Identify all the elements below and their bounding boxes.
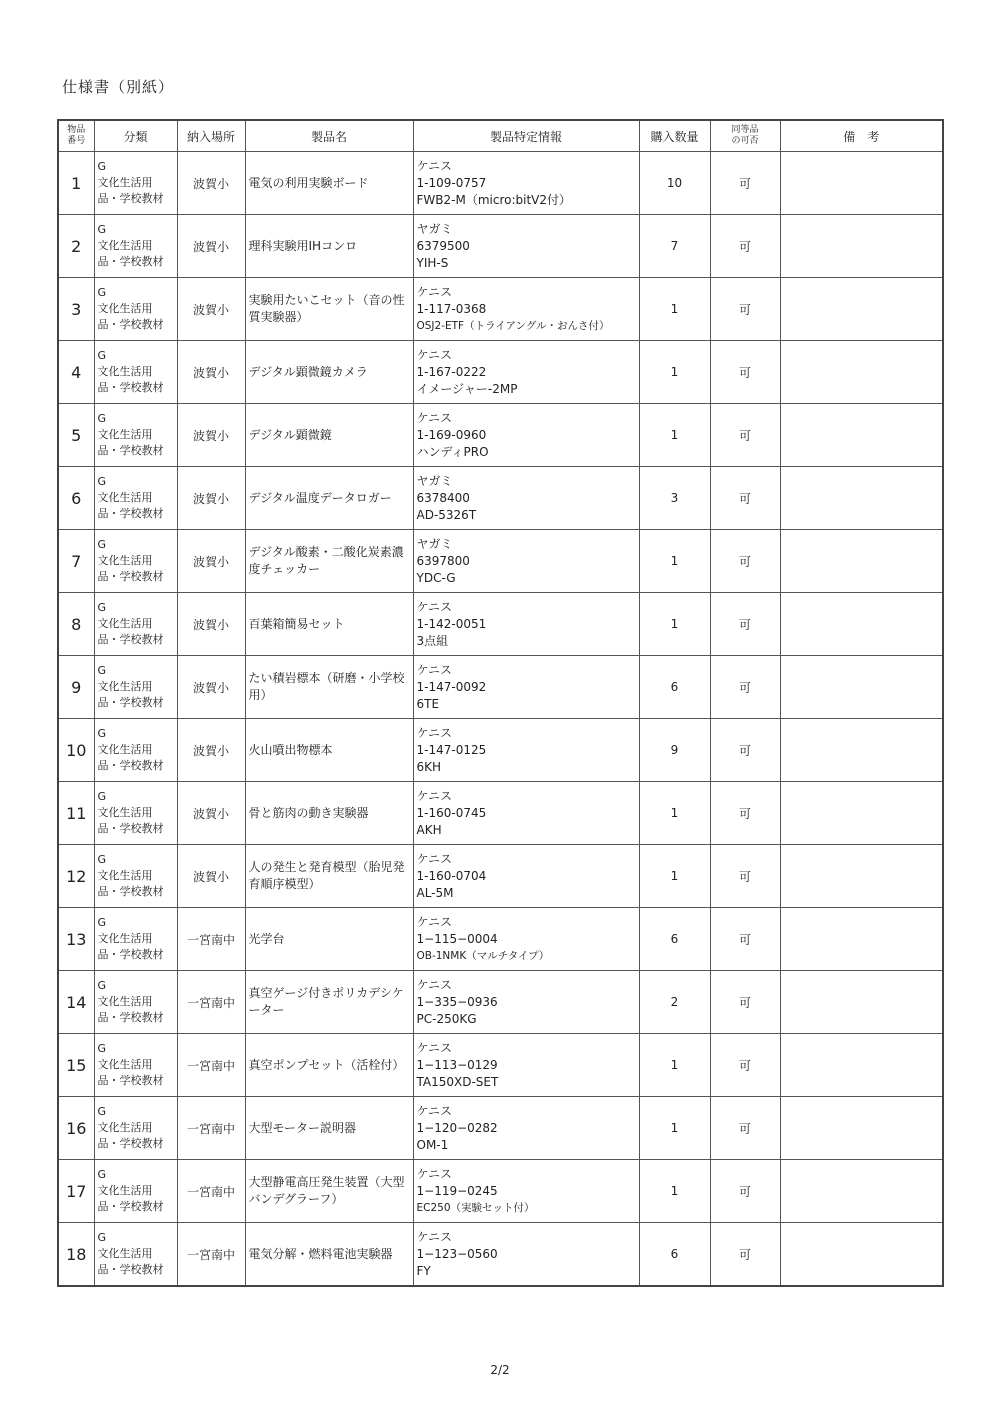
catalog-number: 1−120−0282 xyxy=(416,1120,498,1135)
page-number: 2/2 xyxy=(490,1363,510,1377)
quantity-cell: 3 xyxy=(639,467,710,530)
category-line2: 品・学校教材 xyxy=(97,1263,164,1276)
product-info-cell xyxy=(413,341,639,404)
remarks-cell xyxy=(780,971,943,1034)
category-line2: 品・学校教材 xyxy=(97,570,164,583)
equivalent-cell: 可 xyxy=(710,404,780,467)
maker-name: ケニス xyxy=(416,914,453,929)
category-line2: 品・学校教材 xyxy=(97,759,164,772)
maker-name: ヤガミ xyxy=(416,536,453,551)
delivery-place-cell: 一宮南中 xyxy=(177,1223,245,1287)
item-number-cell: 4 xyxy=(58,341,94,404)
catalog-number: 6397800 xyxy=(416,553,470,568)
category-code: G xyxy=(97,1168,107,1181)
header-item-number xyxy=(58,120,94,152)
equivalent-cell: 可 xyxy=(710,467,780,530)
table-row xyxy=(58,782,943,845)
category-code: G xyxy=(97,853,107,866)
catalog-number: 1-109-0757 xyxy=(416,175,487,190)
quantity-cell: 1 xyxy=(639,530,710,593)
maker-name: ケニス xyxy=(416,1040,453,1055)
category-cell xyxy=(94,1160,177,1223)
category-line2: 品・学校教材 xyxy=(97,1011,164,1024)
remarks-cell xyxy=(780,1034,943,1097)
catalog-number: 1−123−0560 xyxy=(416,1246,498,1261)
table-header-row xyxy=(58,120,943,152)
equivalent-cell: 可 xyxy=(710,1160,780,1223)
quantity-cell: 10 xyxy=(639,152,710,215)
delivery-place-cell: 波賀小 xyxy=(177,719,245,782)
item-number-cell: 7 xyxy=(58,530,94,593)
model-number: 3点組 xyxy=(416,633,449,648)
remarks-cell xyxy=(780,404,943,467)
category-line2: 品・学校教材 xyxy=(97,696,164,709)
quantity-cell: 1 xyxy=(639,1034,710,1097)
category-code: G xyxy=(97,412,107,425)
item-number-cell: 14 xyxy=(58,971,94,1034)
equivalent-cell: 可 xyxy=(710,908,780,971)
product-info-cell xyxy=(413,152,639,215)
catalog-number: 1-169-0960 xyxy=(416,427,487,442)
table-row xyxy=(58,971,943,1034)
category-cell xyxy=(94,530,177,593)
product-info-cell xyxy=(413,530,639,593)
remarks-cell xyxy=(780,152,943,215)
product-info-cell xyxy=(413,719,639,782)
quantity-cell: 1 xyxy=(639,593,710,656)
catalog-number: 1-147-0092 xyxy=(416,679,487,694)
quantity-cell: 6 xyxy=(639,656,710,719)
item-number-cell: 18 xyxy=(58,1223,94,1287)
product-name-cell: 電気分解・燃料電池実験器 xyxy=(245,1223,413,1287)
equivalent-cell: 可 xyxy=(710,971,780,1034)
header-equivalent-line1: 同等品 xyxy=(731,125,759,135)
category-line2: 品・学校教材 xyxy=(97,1200,164,1213)
product-name-cell: 大型静電高圧発生装置（大型バンデグラーフ） xyxy=(245,1160,413,1223)
category-cell xyxy=(94,782,177,845)
catalog-number: 6379500 xyxy=(416,238,470,253)
remarks-cell xyxy=(780,593,943,656)
remarks-cell xyxy=(780,1097,943,1160)
remarks-cell xyxy=(780,656,943,719)
remarks-cell xyxy=(780,908,943,971)
remarks-cell xyxy=(780,341,943,404)
category-cell xyxy=(94,467,177,530)
equivalent-cell: 可 xyxy=(710,719,780,782)
equivalent-cell: 可 xyxy=(710,593,780,656)
quantity-cell: 2 xyxy=(639,971,710,1034)
model-number: AKH xyxy=(416,822,442,837)
equivalent-cell: 可 xyxy=(710,1223,780,1287)
product-name-cell: 電気の利用実験ボード xyxy=(245,152,413,215)
catalog-number: 1-147-0125 xyxy=(416,742,487,757)
category-line1: 文化生活用 xyxy=(97,1058,153,1071)
table-row xyxy=(58,1160,943,1223)
product-info-cell xyxy=(413,971,639,1034)
maker-name: ケニス xyxy=(416,1166,453,1181)
product-name-cell: 真空ゲージ付きポリカデシケーター xyxy=(245,971,413,1034)
item-number-cell: 10 xyxy=(58,719,94,782)
product-info-cell xyxy=(413,404,639,467)
category-line2: 品・学校教材 xyxy=(97,381,164,394)
header-equivalent-line2: の可否 xyxy=(731,136,759,146)
quantity-cell: 1 xyxy=(639,1097,710,1160)
category-line1: 文化生活用 xyxy=(97,491,153,504)
maker-name: ケニス xyxy=(416,158,453,173)
product-info-cell xyxy=(413,656,639,719)
quantity-cell: 1 xyxy=(639,782,710,845)
header-product-name: 製品名 xyxy=(245,120,413,152)
delivery-place-cell: 波賀小 xyxy=(177,341,245,404)
category-code: G xyxy=(97,727,107,740)
delivery-place-cell: 一宮南中 xyxy=(177,1160,245,1223)
remarks-cell xyxy=(780,845,943,908)
category-cell xyxy=(94,341,177,404)
quantity-cell: 1 xyxy=(639,341,710,404)
catalog-number: 1-142-0051 xyxy=(416,616,487,631)
item-number-cell: 17 xyxy=(58,1160,94,1223)
product-name-cell: 火山噴出物標本 xyxy=(245,719,413,782)
category-code: G xyxy=(97,286,107,299)
table-row xyxy=(58,719,943,782)
product-name-cell: 光学台 xyxy=(245,908,413,971)
product-name-cell: 真空ポンプセット（活栓付） xyxy=(245,1034,413,1097)
category-code: G xyxy=(97,664,107,677)
category-code: G xyxy=(97,1105,107,1118)
model-number: PC-250KG xyxy=(416,1011,477,1026)
product-info-cell xyxy=(413,593,639,656)
equivalent-cell: 可 xyxy=(710,1097,780,1160)
category-line2: 品・学校教材 xyxy=(97,948,164,961)
product-name-cell: 実験用たいこセット（音の性質実験器） xyxy=(245,278,413,341)
specification-table xyxy=(57,119,944,1287)
remarks-cell xyxy=(780,1223,943,1287)
delivery-place-cell: 波賀小 xyxy=(177,278,245,341)
model-number: OSJ2-ETF（トライアングル・おんさ付） xyxy=(416,319,610,332)
item-number-cell: 11 xyxy=(58,782,94,845)
table-row xyxy=(58,908,943,971)
maker-name: ケニス xyxy=(416,347,453,362)
maker-name: ケニス xyxy=(416,788,453,803)
category-cell xyxy=(94,971,177,1034)
model-number: OM-1 xyxy=(416,1137,449,1152)
product-info-cell xyxy=(413,467,639,530)
category-cell xyxy=(94,593,177,656)
category-cell xyxy=(94,404,177,467)
table-row xyxy=(58,341,943,404)
product-info-cell xyxy=(413,278,639,341)
remarks-cell xyxy=(780,278,943,341)
maker-name: ケニス xyxy=(416,851,453,866)
quantity-cell: 1 xyxy=(639,278,710,341)
delivery-place-cell: 一宮南中 xyxy=(177,1097,245,1160)
item-number-cell: 15 xyxy=(58,1034,94,1097)
product-name-cell: 大型モーター説明器 xyxy=(245,1097,413,1160)
catalog-number: 6378400 xyxy=(416,490,470,505)
category-code: G xyxy=(97,916,107,929)
maker-name: ヤガミ xyxy=(416,473,453,488)
quantity-cell: 9 xyxy=(639,719,710,782)
category-cell xyxy=(94,152,177,215)
category-code: G xyxy=(97,790,107,803)
item-number-cell: 6 xyxy=(58,467,94,530)
category-cell xyxy=(94,845,177,908)
equivalent-cell: 可 xyxy=(710,530,780,593)
category-code: G xyxy=(97,349,107,362)
maker-name: ケニス xyxy=(416,599,453,614)
delivery-place-cell: 波賀小 xyxy=(177,782,245,845)
equivalent-cell: 可 xyxy=(710,278,780,341)
delivery-place-cell: 波賀小 xyxy=(177,152,245,215)
category-cell xyxy=(94,719,177,782)
delivery-place-cell: 波賀小 xyxy=(177,530,245,593)
maker-name: ケニス xyxy=(416,725,453,740)
catalog-number: 1-160-0745 xyxy=(416,805,487,820)
table-row xyxy=(58,1223,943,1287)
header-remarks: 備 考 xyxy=(780,120,943,152)
equivalent-cell: 可 xyxy=(710,656,780,719)
category-line2: 品・学校教材 xyxy=(97,633,164,646)
category-cell xyxy=(94,1223,177,1287)
category-line1: 文化生活用 xyxy=(97,869,153,882)
category-line1: 文化生活用 xyxy=(97,1184,153,1197)
category-line2: 品・学校教材 xyxy=(97,255,164,268)
product-info-cell xyxy=(413,845,639,908)
category-line1: 文化生活用 xyxy=(97,806,153,819)
maker-name: ケニス xyxy=(416,1229,453,1244)
product-info-cell xyxy=(413,782,639,845)
category-line2: 品・学校教材 xyxy=(97,507,164,520)
delivery-place-cell: 波賀小 xyxy=(177,404,245,467)
maker-name: ケニス xyxy=(416,662,453,677)
product-name-cell: 百葉箱簡易セット xyxy=(245,593,413,656)
category-code: G xyxy=(97,538,107,551)
header-product-info: 製品特定情報 xyxy=(413,120,639,152)
category-cell xyxy=(94,656,177,719)
model-number: YIH-S xyxy=(416,255,449,270)
quantity-cell: 6 xyxy=(639,1223,710,1287)
product-name-cell: デジタル顕微鏡カメラ xyxy=(245,341,413,404)
table-row xyxy=(58,215,943,278)
quantity-cell: 1 xyxy=(639,1160,710,1223)
table-row xyxy=(58,1034,943,1097)
product-info-cell xyxy=(413,215,639,278)
header-category: 分類 xyxy=(94,120,177,152)
table-row xyxy=(58,656,943,719)
equivalent-cell: 可 xyxy=(710,782,780,845)
category-line2: 品・学校教材 xyxy=(97,192,164,205)
model-number: FY xyxy=(416,1263,431,1278)
quantity-cell: 6 xyxy=(639,908,710,971)
category-cell xyxy=(94,908,177,971)
equivalent-cell: 可 xyxy=(710,845,780,908)
catalog-number: 1−115−0004 xyxy=(416,931,498,946)
header-item-number-line2: 番号 xyxy=(67,136,86,146)
item-number-cell: 16 xyxy=(58,1097,94,1160)
category-line2: 品・学校教材 xyxy=(97,822,164,835)
category-line1: 文化生活用 xyxy=(97,365,153,378)
maker-name: ケニス xyxy=(416,1103,453,1118)
category-cell xyxy=(94,1034,177,1097)
item-number-cell: 13 xyxy=(58,908,94,971)
product-info-cell xyxy=(413,908,639,971)
category-line1: 文化生活用 xyxy=(97,176,153,189)
item-number-cell: 8 xyxy=(58,593,94,656)
model-number: 6TE xyxy=(416,696,440,711)
quantity-cell: 7 xyxy=(639,215,710,278)
header-equivalent xyxy=(710,120,780,152)
category-line2: 品・学校教材 xyxy=(97,318,164,331)
maker-name: ヤガミ xyxy=(416,221,453,236)
model-number: YDC-G xyxy=(416,570,456,585)
table-row xyxy=(58,1097,943,1160)
category-line1: 文化生活用 xyxy=(97,743,153,756)
product-name-cell: 骨と筋肉の動き実験器 xyxy=(245,782,413,845)
product-info-cell xyxy=(413,1223,639,1287)
category-line2: 品・学校教材 xyxy=(97,1137,164,1150)
table-row xyxy=(58,530,943,593)
catalog-number: 1−335−0936 xyxy=(416,994,498,1009)
maker-name: ケニス xyxy=(416,410,453,425)
remarks-cell xyxy=(780,782,943,845)
quantity-cell: 1 xyxy=(639,404,710,467)
delivery-place-cell: 波賀小 xyxy=(177,467,245,530)
table-row xyxy=(58,593,943,656)
catalog-number: 1-167-0222 xyxy=(416,364,487,379)
category-line1: 文化生活用 xyxy=(97,239,153,252)
model-number: OB-1NMK（マルチタイプ） xyxy=(416,949,550,962)
product-info-cell xyxy=(413,1097,639,1160)
product-name-cell: 理科実験用IHコンロ xyxy=(245,215,413,278)
category-line1: 文化生活用 xyxy=(97,680,153,693)
catalog-number: 1−113−0129 xyxy=(416,1057,498,1072)
model-number: イメージャー-2MP xyxy=(416,381,518,396)
header-item-number-line1: 物品 xyxy=(67,125,86,135)
category-line1: 文化生活用 xyxy=(97,554,153,567)
category-line1: 文化生活用 xyxy=(97,995,153,1008)
product-name-cell: デジタル温度データロガー xyxy=(245,467,413,530)
category-code: G xyxy=(97,475,107,488)
category-line1: 文化生活用 xyxy=(97,428,153,441)
category-code: G xyxy=(97,979,107,992)
category-cell xyxy=(94,278,177,341)
table-row xyxy=(58,404,943,467)
delivery-place-cell: 波賀小 xyxy=(177,593,245,656)
delivery-place-cell: 波賀小 xyxy=(177,845,245,908)
category-line2: 品・学校教材 xyxy=(97,1074,164,1087)
remarks-cell xyxy=(780,467,943,530)
header-delivery-place: 納入場所 xyxy=(177,120,245,152)
model-number: AD-5326T xyxy=(416,507,477,522)
equivalent-cell: 可 xyxy=(710,1034,780,1097)
model-number: TA150XD-SET xyxy=(416,1074,499,1089)
product-info-cell xyxy=(413,1160,639,1223)
category-line1: 文化生活用 xyxy=(97,1247,153,1260)
category-line2: 品・学校教材 xyxy=(97,444,164,457)
category-line1: 文化生活用 xyxy=(97,1121,153,1134)
maker-name: ケニス xyxy=(416,284,453,299)
category-line2: 品・学校教材 xyxy=(97,885,164,898)
header-quantity: 購入数量 xyxy=(639,120,710,152)
category-cell xyxy=(94,215,177,278)
table-row xyxy=(58,845,943,908)
model-number: ハンディPRO xyxy=(416,444,489,459)
category-line1: 文化生活用 xyxy=(97,932,153,945)
delivery-place-cell: 波賀小 xyxy=(177,656,245,719)
item-number-cell: 5 xyxy=(58,404,94,467)
catalog-number: 1-117-0368 xyxy=(416,301,487,316)
maker-name: ケニス xyxy=(416,977,453,992)
item-number-cell: 1 xyxy=(58,152,94,215)
category-line1: 文化生活用 xyxy=(97,617,153,630)
delivery-place-cell: 一宮南中 xyxy=(177,1034,245,1097)
category-code: G xyxy=(97,1042,107,1055)
product-name-cell: たい積岩標本（研磨・小学校用） xyxy=(245,656,413,719)
remarks-cell xyxy=(780,215,943,278)
equivalent-cell: 可 xyxy=(710,215,780,278)
equivalent-cell: 可 xyxy=(710,152,780,215)
delivery-place-cell: 一宮南中 xyxy=(177,971,245,1034)
equivalent-cell: 可 xyxy=(710,341,780,404)
model-number: FWB2-M（micro:bitV2付） xyxy=(416,192,571,207)
delivery-place-cell: 一宮南中 xyxy=(177,908,245,971)
product-info-cell xyxy=(413,1034,639,1097)
category-line1: 文化生活用 xyxy=(97,302,153,315)
catalog-number: 1−119−0245 xyxy=(416,1183,498,1198)
category-code: G xyxy=(97,160,107,173)
model-number: AL-5M xyxy=(416,885,454,900)
product-name-cell: デジタル酸素・二酸化炭素濃度チェッカー xyxy=(245,530,413,593)
product-name-cell: 人の発生と発育模型（胎児発育順序模型） xyxy=(245,845,413,908)
table-row xyxy=(58,467,943,530)
table-row xyxy=(58,278,943,341)
category-cell xyxy=(94,1097,177,1160)
table-body xyxy=(58,152,943,1287)
catalog-number: 1-160-0704 xyxy=(416,868,487,883)
item-number-cell: 2 xyxy=(58,215,94,278)
remarks-cell xyxy=(780,530,943,593)
category-code: G xyxy=(97,601,107,614)
item-number-cell: 3 xyxy=(58,278,94,341)
delivery-place-cell: 波賀小 xyxy=(177,215,245,278)
model-number: EC250（実験セット付） xyxy=(416,1201,535,1214)
document-title: 仕様書（別紙） xyxy=(62,78,175,96)
table-row xyxy=(58,152,943,215)
quantity-cell: 1 xyxy=(639,845,710,908)
category-code: G xyxy=(97,223,107,236)
category-code: G xyxy=(97,1231,107,1244)
product-name-cell: デジタル顕微鏡 xyxy=(245,404,413,467)
model-number: 6KH xyxy=(416,759,442,774)
remarks-cell xyxy=(780,719,943,782)
item-number-cell: 12 xyxy=(58,845,94,908)
remarks-cell xyxy=(780,1160,943,1223)
item-number-cell: 9 xyxy=(58,656,94,719)
